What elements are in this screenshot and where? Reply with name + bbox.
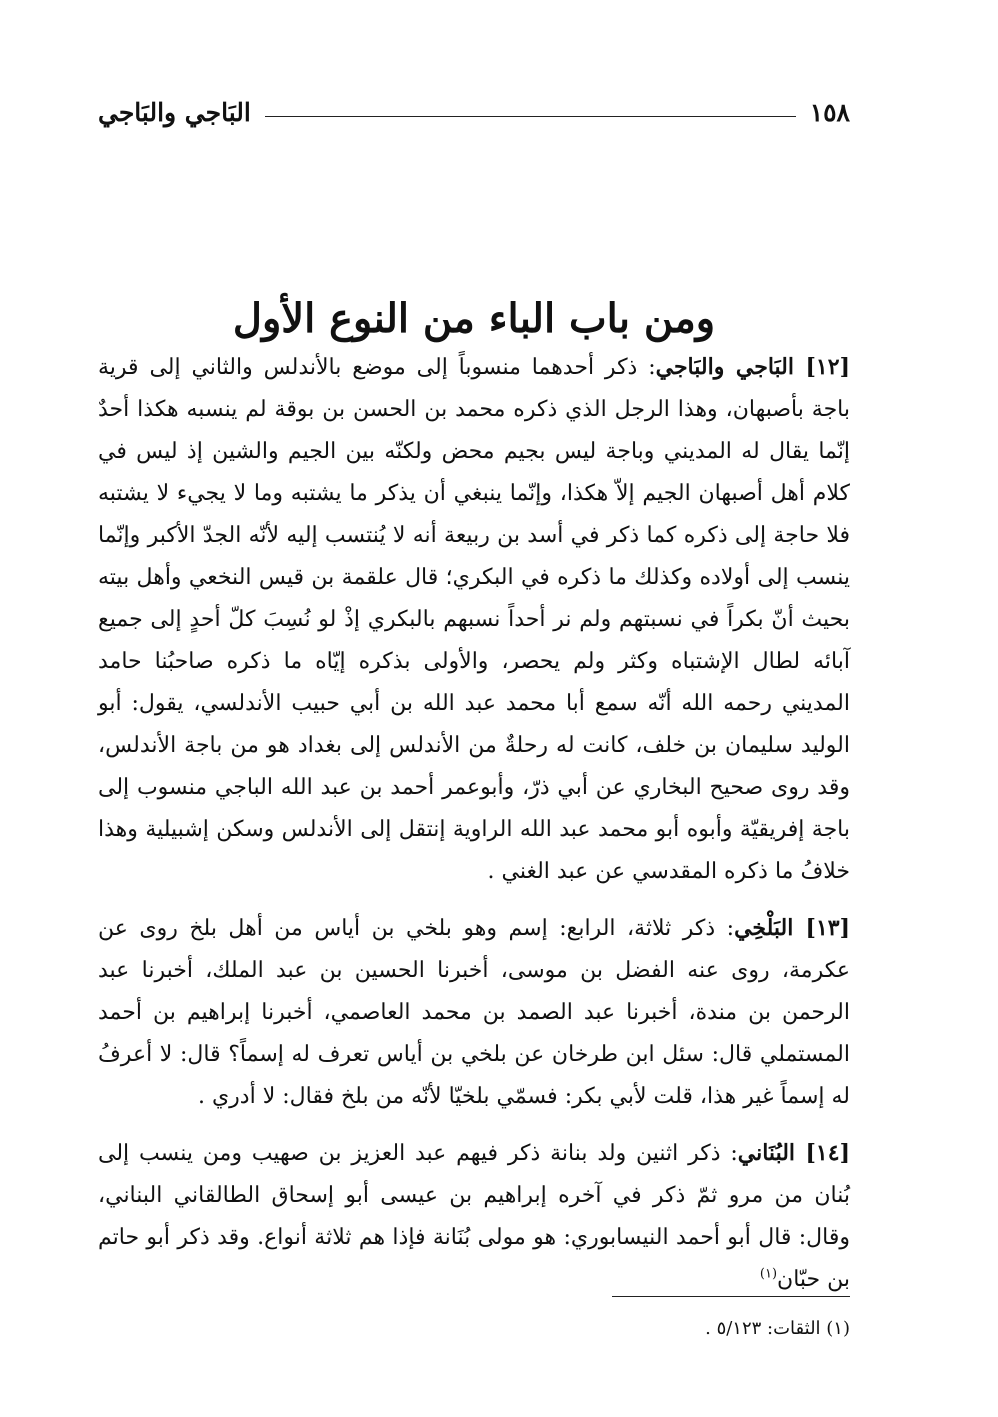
header-rule: [265, 116, 796, 117]
entry-12-heading: [١٢] البَاجي والبَاجي: [655, 354, 850, 380]
footnote-rule: [612, 1296, 850, 1297]
entry-13: [98, 907, 850, 1118]
footnote-reference: (١): [759, 1266, 778, 1282]
footnote: (١) الثقات: ٥/١٢٣ .: [705, 1318, 850, 1339]
body-text: [98, 346, 850, 1315]
entry-14: [98, 1132, 850, 1301]
entry-12-text: : ذكر أحدهما منسوباً إلى موضع بالأندلس والثاني إلى قرية باجة بأصبهان، وهذا الرجل الذي ذكره محمد بن الحسن بن بوقة لم ينسبه هكذا أحدٌ إنّما يقال له المديني وباجة ليس بجيم محض ولكنّه بين الجيم والشين إذ ليس في كلام أهل أصبهان الجيم إلاّ هكذا، وإنّما ينبغي أن يذكر ما يشتبه وما لا يجيء لا يشتبه فلا حاجة إلى ذكره كما ذكر في أسد بن ربيعة أنه لا يُنتسب إليه لأنّه الجدّ الأكبر وإنّما ينسب إلى أولاده وكذلك ما ذكره في البكري؛ قال علقمة بن قيس النخعي وأهل بيته بحيث أنّ بكراً في نسبتهم ولم نر أحداً نسبهم بالبكري إذْ لو نُسِبَ كلّ أحدٍ إلى جميع آبائه لطال الإشتباه وكثر ولم يحصر، والأولى بذكره إيّاه ما ذكره صاحبُنا حامد المديني رحمه الله أنّه سمع أبا محمد عبد الله بن أبي حبيب الأندلسي، يقول: أبو الوليد سليمان بن خلف، كانت له رحلةٌ من الأندلس إلى بغداد هو من باجة الأندلس، وقد روى صحيح البخاري عن أبي ذرّ، وأبوعمر أحمد بن عبد الله الباجي منسوب إلى باجة إفريقيّة وأبوه أبو محمد عبد الله الراوية إنتقل إلى الأندلس وسكن إشبيلية وهذا خلافُ ما ذكره المقدسي عن عبد الغني .: [98, 355, 850, 884]
entry-14-heading: [١٤] البُنَاني: [737, 1140, 850, 1166]
entry-13-heading: [١٣] البَلْخِي: [734, 915, 851, 941]
entry-14-text: : ذكر اثنين ولد بنانة ذكر فيهم عبد العزيز بن صهيب ومن ينسب إلى بُنان من مرو ثمّ ذكر في آخره إبراهيم بن عيسى أبو إسحاق الطالقاني البناني، وقال: قال أبو أحمد النيسابوري: هو مولى بُنَانة فإذا هم ثلاثة أنواع. وقد ذكر أبو حاتم بن حبّان: [98, 1141, 850, 1292]
page-header: [98, 92, 850, 132]
chapter-title: ومن باب الباء من النوع الأول: [232, 294, 716, 342]
page-number: ١٥٨: [809, 97, 850, 127]
entry-13-text: : ذكر ثلاثة، الرابع: إسم وهو بلخي بن أياس من أهل بلخ روى عن عكرمة، روى عنه الفضل بن موسى، أخبرنا الحسين بن عبد الملك، أخبرنا عبد الرحمن بن مندة، أخبرنا عبد الصمد بن محمد العاصمي، أخبرنا إبراهيم بن أحمد المستملي قال: سئل ابن طرخان عن بلخي بن أياس تعرف له إسماً؟ قال: لا أعرفُ له إسماً غير هذا، قلت لأبي بكر: فسمّي بلخيّا لأنّه من بلخ فقال: لا أدري .: [98, 916, 850, 1109]
entry-12: [98, 346, 850, 893]
running-title: البَاجي والبَاجي: [98, 97, 251, 127]
